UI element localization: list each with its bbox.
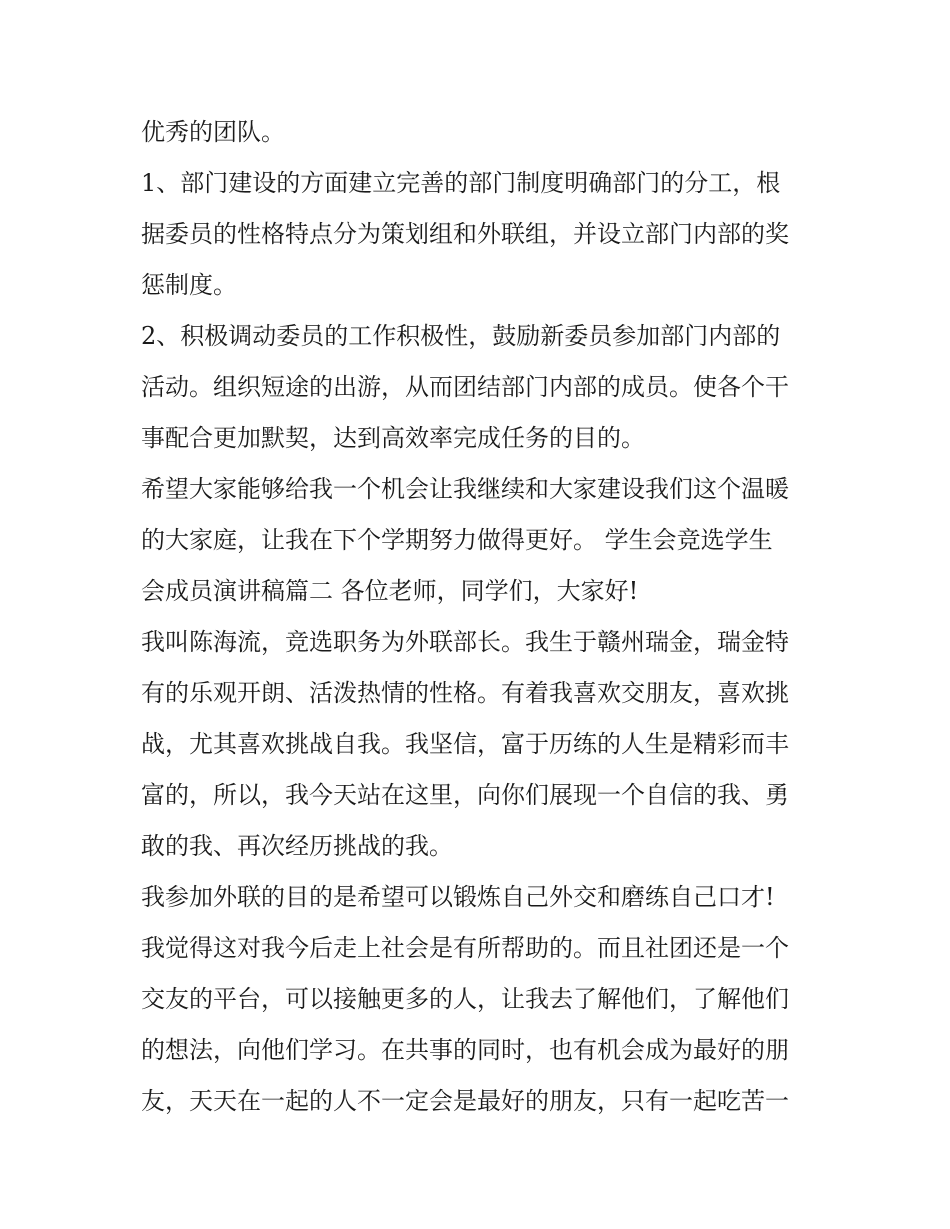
text-line: 的大家庭，让我在下个学期努力做得更好。 学生会竞选学生 [141, 526, 773, 554]
text-line: 的想法，向他们学习。在共事的同时，也有机会成为最好的朋 [141, 1036, 789, 1064]
text-line: 我觉得这对我今后走上社会是有所帮助的。而且社团还是一个 [141, 934, 789, 962]
text-line: 1、部门建设的方面建立完善的部门制度明确部门的分工，根 [141, 169, 781, 197]
text-line: 敢的我、再次经历挑战的我。 [141, 832, 453, 860]
text-line: 2、积极调动委员的工作积极性，鼓励新委员参加部门内部的 [141, 322, 781, 350]
text-line: 我参加外联的目的是希望可以锻炼自己外交和磨练自己口才! [141, 883, 775, 911]
text-line: 我叫陈海流，竞选职务为外联部长。我生于赣州瑞金，瑞金特 [141, 628, 789, 656]
text-line: 战，尤其喜欢挑战自我。我坚信，富于历练的人生是精彩而丰 [141, 730, 789, 758]
text-line: 惩制度。 [141, 271, 237, 299]
text-line: 据委员的性格特点分为策划组和外联组，并设立部门内部的奖 [141, 220, 789, 248]
text-line: 优秀的团队。 [141, 118, 285, 146]
text-line: 富的，所以，我今天站在这里，向你们展现一个自信的我、勇 [141, 781, 789, 809]
text-line: 会成员演讲稿篇二 各位老师，同学们，大家好! [141, 577, 639, 605]
text-line: 活动。组织短途的出游，从而团结部门内部的成员。使各个干 [141, 373, 789, 401]
text-line: 希望大家能够给我一个机会让我继续和大家建设我们这个温暖 [141, 475, 789, 503]
text-line: 友，天天在一起的人不一定会是最好的朋友，只有一起吃苦一 [141, 1087, 789, 1115]
document-body-text [141, 107, 831, 1127]
text-line: 交友的平台，可以接触更多的人，让我去了解他们，了解他们 [141, 985, 789, 1013]
text-line: 事配合更加默契，达到高效率完成任务的目的。 [141, 424, 645, 452]
text-line: 有的乐观开朗、活泼热情的性格。有着我喜欢交朋友，喜欢挑 [141, 679, 789, 707]
